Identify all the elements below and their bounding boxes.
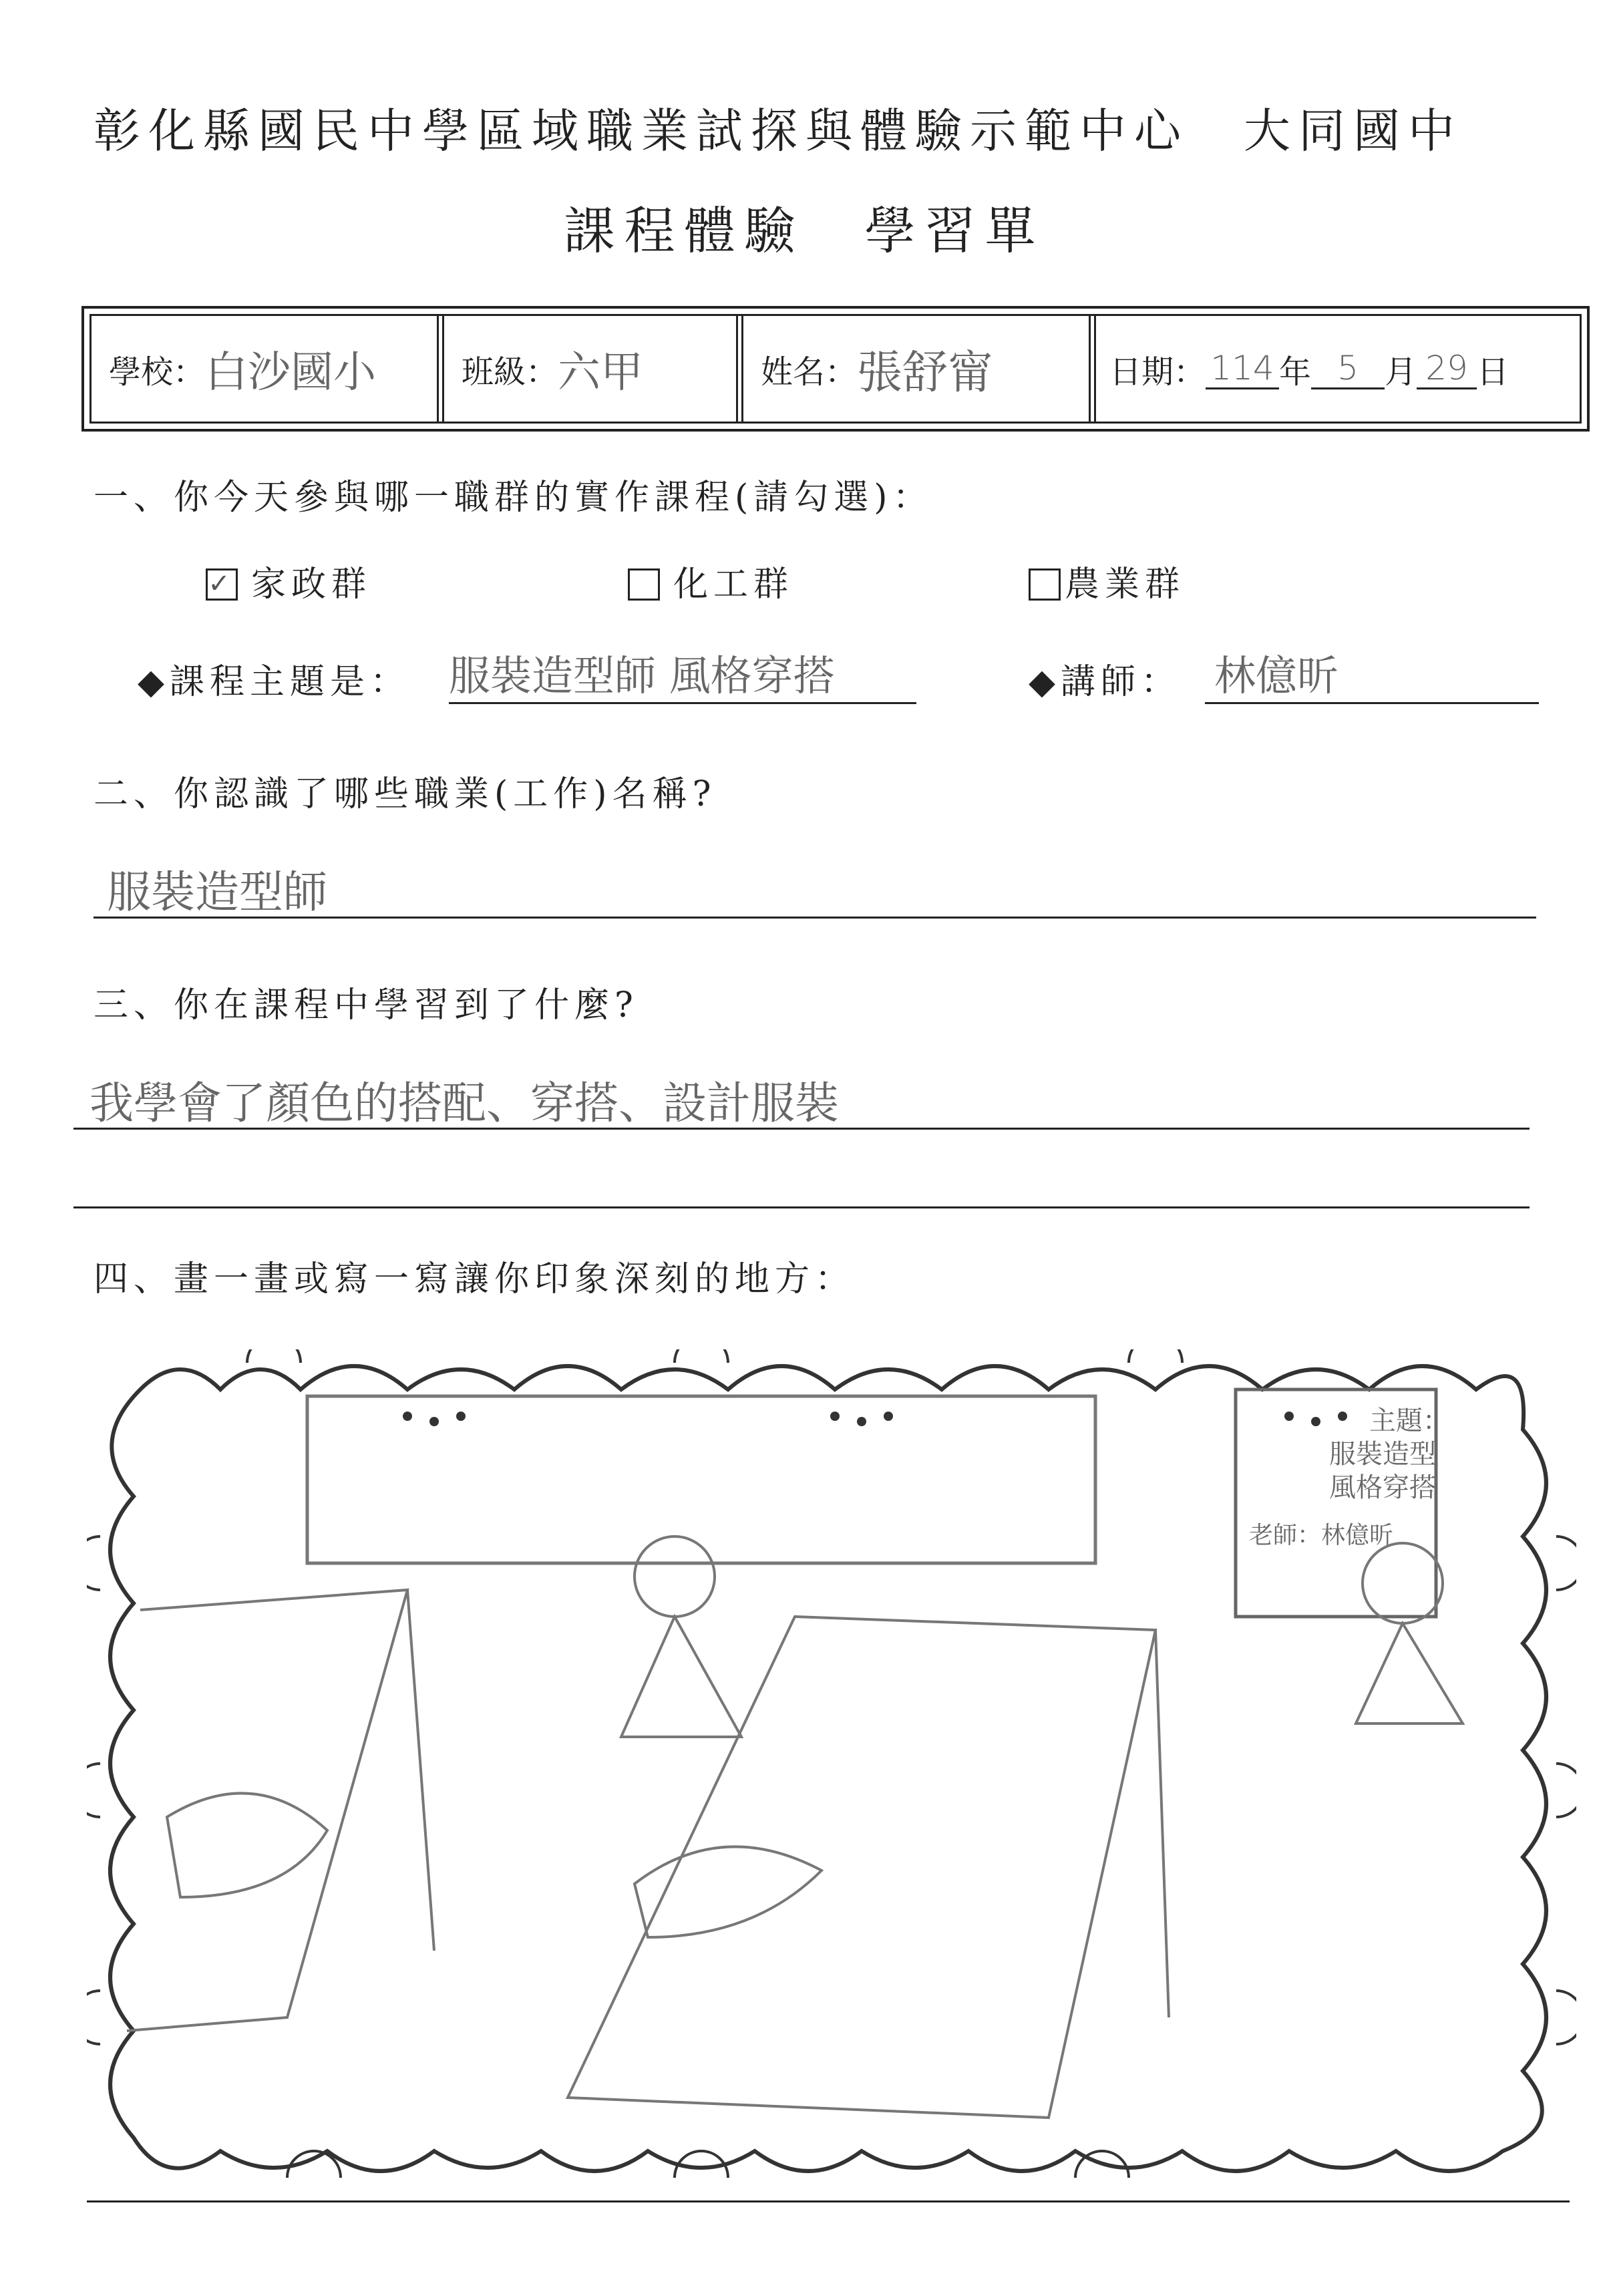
q3-answer-line-1: [73, 1128, 1530, 1130]
date-day: 29: [1417, 349, 1477, 389]
board-line-style: 服裝造型: [1329, 1439, 1436, 1470]
bottom-line: [87, 2200, 1570, 2202]
option-chemical-label: 化工群: [673, 564, 794, 605]
date-year: 114: [1206, 349, 1279, 389]
checkbox-chemical[interactable]: [628, 568, 660, 601]
q4-question: 四、畫一畫或寫一寫讓你印象深刻的地方：: [94, 1259, 856, 1299]
date-year-unit: 年: [1279, 353, 1312, 391]
tables-sketch: [127, 1590, 1169, 2118]
checkbox-agriculture[interactable]: [1029, 568, 1061, 601]
name-field[interactable]: [743, 316, 1091, 422]
topic-label: ◆課程主題是：: [138, 662, 410, 702]
class-value: 六甲: [558, 348, 644, 397]
date-month-unit: 月: [1385, 353, 1417, 391]
option-home-economics-label: 家政群: [251, 564, 372, 605]
date-day-unit: 日: [1477, 353, 1509, 391]
q3-answer-line-2: [73, 1206, 1530, 1208]
option-agriculture[interactable]: [1029, 556, 1185, 606]
topic-value[interactable]: 服裝造型師 風格穿搭: [449, 643, 916, 704]
q2-question: 二、你認識了哪些職業(工作)名稱?: [94, 774, 717, 814]
q2-answer[interactable]: 服裝造型師: [107, 866, 327, 918]
checkbox-home-economics[interactable]: ✓: [206, 568, 238, 601]
date-month: 5: [1311, 349, 1385, 389]
board-line-topic: 主題：: [1369, 1406, 1449, 1436]
q1-question: 一、你今天參與哪一職群的實作課程(請勾選)：: [94, 478, 933, 518]
q3-question: 三、你在課程中學習到了什麼?: [94, 985, 639, 1025]
q2-answer-line: [94, 917, 1536, 919]
info-box: [81, 306, 1590, 432]
sheet-title: 彰化縣國民中學區域職業試探與體驗示範中心 大同國中: [94, 104, 1463, 158]
name-label: 姓名：: [761, 353, 858, 391]
school-label: 學校：: [109, 353, 206, 391]
q3-answer[interactable]: 我學會了顏色的搭配、穿搭、設計服裝: [90, 1078, 839, 1129]
board-line-teacher: 老師：林億昕: [1249, 1522, 1394, 1549]
drawing-area: [87, 1349, 1576, 2191]
sheet-subtitle: 課程體驗 學習單: [564, 201, 1045, 261]
class-field[interactable]: [444, 316, 738, 422]
people-sketch: [621, 1536, 1463, 1737]
option-chemical[interactable]: [628, 556, 793, 606]
frame-dots: [403, 1412, 1347, 1426]
option-agriculture-label: 農業群: [1065, 564, 1186, 605]
board-line-outfit: 風格穿搭: [1329, 1472, 1436, 1503]
teacher-label: ◆講師：: [1029, 662, 1181, 702]
date-label: 日期：: [1109, 353, 1206, 391]
school-field[interactable]: [92, 316, 439, 422]
class-label: 班級：: [462, 353, 558, 391]
school-value: 白沙國小: [205, 348, 377, 397]
option-home-economics[interactable]: [206, 556, 371, 606]
name-value: 張舒甯: [857, 346, 994, 399]
teacher-value[interactable]: 林億昕: [1205, 643, 1539, 704]
date-field[interactable]: [1096, 316, 1580, 422]
blackboard-sketch: [307, 1396, 1095, 1563]
